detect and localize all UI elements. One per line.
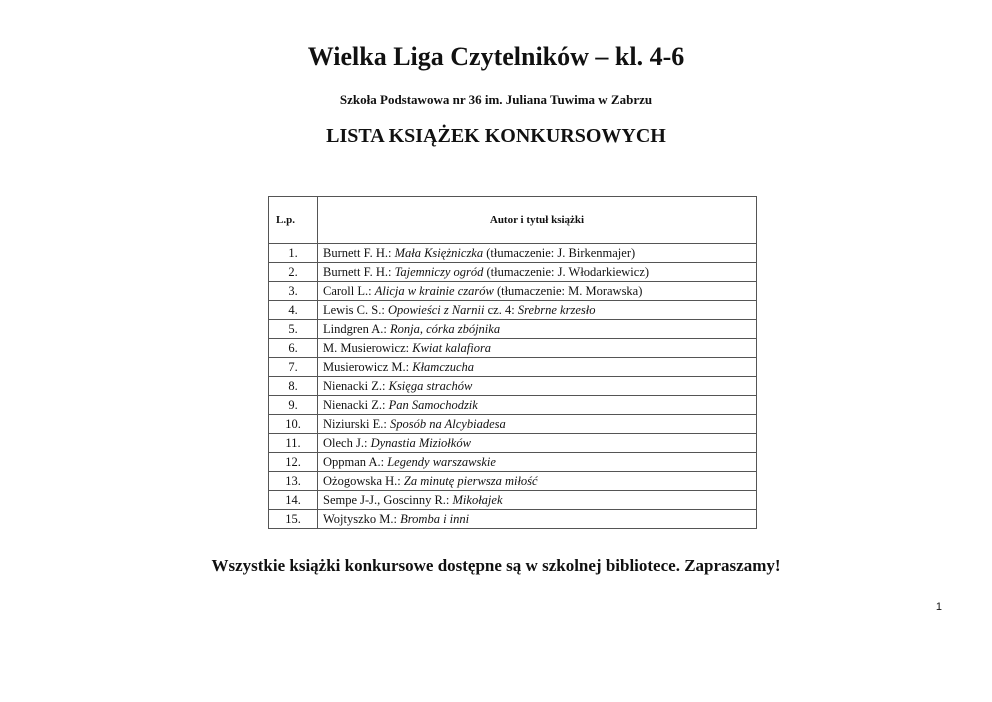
book-extra: (tłumaczenie: J. Birkenmajer) — [483, 246, 636, 260]
book-entry — [318, 377, 757, 396]
table-row — [269, 244, 757, 263]
book-extra: cz. 4: — [484, 303, 518, 317]
table-row — [269, 282, 757, 301]
table-row — [269, 510, 757, 529]
book-rows — [269, 244, 757, 529]
book-title: Kłamczucha — [412, 360, 475, 374]
table-row — [269, 472, 757, 491]
book-author: Ożogowska H.: — [323, 474, 404, 488]
book-author: Lindgren A.: — [323, 322, 391, 336]
table-row — [269, 377, 757, 396]
book-title: Kwiat kalafiora — [412, 341, 492, 355]
row-number: 10. — [269, 415, 318, 434]
book-entry — [318, 415, 757, 434]
book-title: Opowieści z Narnii — [387, 303, 485, 317]
table-row — [269, 301, 757, 320]
book-author: Oppman A.: — [323, 455, 388, 469]
row-number: 2. — [269, 263, 318, 282]
book-title: Za minutę pierwsza miłość — [403, 474, 538, 488]
book-author: Burnett F. H.: — [323, 265, 395, 279]
book-title-part: Srebrne krzesło — [517, 303, 596, 317]
book-title: Mikołajek — [452, 493, 503, 507]
row-number: 9. — [269, 396, 318, 415]
book-entry — [318, 358, 757, 377]
book-author: Niziurski E.: — [323, 417, 391, 431]
row-number: 12. — [269, 453, 318, 472]
book-author: Lewis C. S.: — [323, 303, 388, 317]
book-entry — [318, 282, 757, 301]
book-entry — [318, 244, 757, 263]
row-number: 7. — [269, 358, 318, 377]
row-number: 15. — [269, 510, 318, 529]
book-author: Nienacki Z.: — [323, 398, 389, 412]
row-number: 3. — [269, 282, 318, 301]
row-number: 13. — [269, 472, 318, 491]
document-title: Wielka Liga Czytelników – kl. 4-6 — [307, 42, 685, 71]
book-entry — [318, 434, 757, 453]
book-title: Mała Księżniczka — [394, 246, 484, 260]
book-title: Pan Samochodzik — [388, 398, 478, 412]
table-row — [269, 396, 757, 415]
book-author: Burnett F. H.: — [323, 246, 395, 260]
row-number: 11. — [269, 434, 318, 453]
book-entry — [318, 263, 757, 282]
book-title: Sposób na Alcybiadesa — [390, 417, 506, 431]
book-author: Musierowicz M.: — [323, 360, 413, 374]
row-number: 4. — [269, 301, 318, 320]
book-author: M. Musierowicz: — [323, 341, 413, 355]
book-entry — [318, 491, 757, 510]
book-title: Bromba i inni — [400, 512, 470, 526]
book-author: Wojtyszko M.: — [323, 512, 401, 526]
book-author: Nienacki Z.: — [323, 379, 389, 393]
book-title: Legendy warszawskie — [387, 455, 496, 469]
school-name: Szkoła Podstawowa nr 36 im. Juliana Tuwima w Zabrzu — [339, 92, 653, 107]
table-row — [269, 491, 757, 510]
page-number: 1 — [935, 601, 942, 613]
table-row — [269, 320, 757, 339]
book-title: Dynastia Miziołków — [370, 436, 471, 450]
book-title: Księga strachów — [388, 379, 473, 393]
table-row — [269, 453, 757, 472]
book-title: Tajemniczy ogród — [394, 265, 484, 279]
book-entry — [318, 472, 757, 491]
book-entry — [318, 339, 757, 358]
footer-note: Wszystkie książki konkursowe dostępne są w szkolnej bibliotece. Zapraszamy! — [211, 556, 781, 575]
table-row — [269, 263, 757, 282]
book-title: Alicja w krainie czarów — [374, 284, 494, 298]
row-number: 14. — [269, 491, 318, 510]
book-extra: (tłumaczenie: M. Morawska) — [493, 284, 643, 298]
row-number: 6. — [269, 339, 318, 358]
book-list-table — [268, 196, 757, 529]
row-number: 8. — [269, 377, 318, 396]
book-entry — [318, 301, 757, 320]
table-row — [269, 415, 757, 434]
book-author: Olech J.: — [323, 436, 371, 450]
list-heading: LISTA KSIĄŻEK KONKURSOWYCH — [326, 125, 666, 147]
table-row — [269, 358, 757, 377]
book-author: Sempe J-J., Goscinny R.: — [323, 493, 453, 507]
book-entry — [318, 453, 757, 472]
row-number: 5. — [269, 320, 318, 339]
book-author: Caroll L.: — [323, 284, 375, 298]
table-header-row — [269, 197, 757, 244]
book-entry — [318, 396, 757, 415]
book-entry — [318, 320, 757, 339]
book-entry — [318, 510, 757, 529]
table-row — [269, 434, 757, 453]
author-title-column-header: Autor i tytuł książki — [318, 197, 757, 244]
table-row — [269, 339, 757, 358]
lp-column-header: L.p. — [269, 197, 318, 244]
book-title: Ronja, córka zbójnika — [390, 322, 501, 336]
book-extra: (tłumaczenie: J. Włodarkiewicz) — [483, 265, 650, 279]
row-number: 1. — [269, 244, 318, 263]
